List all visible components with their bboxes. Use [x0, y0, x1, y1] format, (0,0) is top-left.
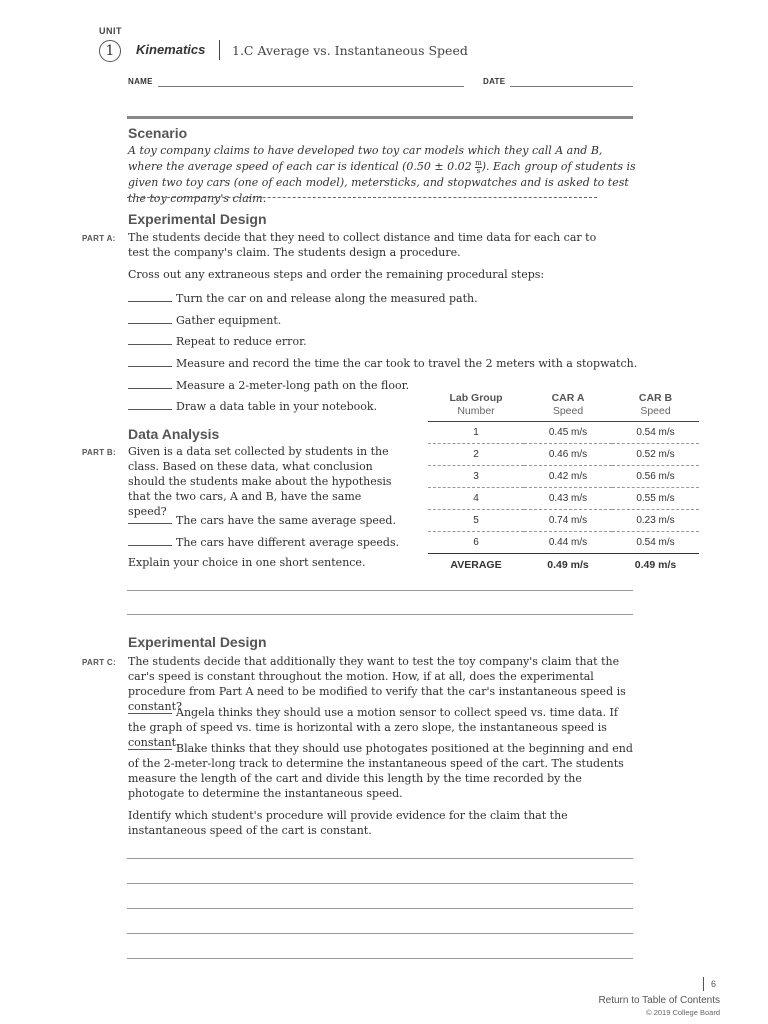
footer-divider: [703, 977, 704, 991]
step-order-blank[interactable]: [128, 366, 172, 367]
table-cell: 0.23 m/s: [612, 510, 699, 532]
column-header-line1: CAR B: [638, 392, 673, 404]
table-cell: 0.46 m/s: [524, 444, 612, 466]
step-item: [128, 332, 307, 348]
blake-check-blank[interactable]: [128, 749, 172, 750]
answer-line[interactable]: [127, 908, 633, 909]
column-header-line2: Number: [457, 405, 495, 417]
table-cell: 3: [428, 466, 524, 488]
answer-line[interactable]: [127, 933, 633, 934]
table-cell: 0.42 m/s: [524, 466, 612, 488]
speed-data-table: [428, 389, 699, 575]
step-item: [128, 289, 478, 305]
unit-subject: Kinematics: [136, 42, 206, 57]
part-a-instruction: Cross out any extraneous steps and order the remaining procedural steps:: [128, 268, 545, 281]
step-text: Measure and record the time the car took to travel the 2 meters with a stopwatch.: [176, 357, 638, 370]
dashed-divider: [127, 197, 597, 198]
table-cell: 0.54 m/s: [612, 532, 699, 554]
design-c-title: Experimental Design: [128, 634, 267, 650]
scenario-text-part-2: ). Each group of students is given two toy cars (one of each model), metersticks, and stopwatches and is asked to test the toy company's claim.: [128, 160, 636, 205]
step-order-blank[interactable]: [128, 301, 172, 302]
step-item: [128, 354, 637, 370]
angela-check-blank[interactable]: [128, 713, 172, 714]
step-item: [128, 311, 281, 327]
option-item: [128, 511, 396, 527]
table-cell: 0.54 m/s: [612, 422, 699, 444]
part-c-text: The students decide that additionally they want to test the toy company's claim that the car's speed is constant throughout the motion. How, if at all, does the experimental procedure from Part A need to be modified to verify that the car's instantaneous speed is constant?: [128, 655, 626, 713]
scenario-text-part-1: A toy company claims to have developed two toy car models which they call A and B, where the average speed of each car is identical (0.50 ± 0.02: [128, 144, 603, 173]
scenario-title: Scenario: [128, 125, 188, 141]
units-fraction: [475, 160, 482, 175]
identify-prompt: Identify which student's procedure will provide evidence for the claim that the instantaneous speed of the cart is constant.: [128, 809, 568, 837]
step-text: Turn the car on and release along the measured path.: [176, 292, 478, 305]
name-field[interactable]: [158, 86, 464, 87]
step-order-blank[interactable]: [128, 344, 172, 345]
table-row: [428, 466, 699, 488]
table-cell: 0.43 m/s: [524, 488, 612, 510]
answer-line[interactable]: [127, 958, 633, 959]
column-header-line1: Lab Group: [449, 392, 503, 404]
part-b-text: Given is a data set collected by students in the class. Based on these data, what conclusion should the students make about the hypothesis that the two cars, A and B, have the same speed?: [128, 445, 392, 518]
average-car-b: 0.49 m/s: [634, 558, 677, 571]
option-check-blank[interactable]: [128, 545, 172, 546]
option-text: The cars have the same average speed.: [176, 514, 396, 527]
blake-text: Blake thinks that they should use photogates positioned at the beginning and end of the 2-meter-long track to determine the instantaneous speed of the cart. The students measure the length of the cart and divide this length by the time recorded by the photogate to determine the instantaneous speed.: [128, 742, 633, 800]
column-header-line2: Speed: [552, 405, 584, 417]
name-label: NAME: [128, 77, 153, 86]
section-rule: [127, 116, 633, 119]
table-cell: 4: [428, 488, 524, 510]
table-header-row: [428, 389, 699, 422]
average-label: AVERAGE: [450, 558, 502, 571]
analysis-title: Data Analysis: [128, 426, 220, 442]
date-label: DATE: [483, 77, 506, 86]
lesson-title: 1.C Average vs. Instantaneous Speed: [232, 43, 468, 58]
unit-label: UNIT: [99, 26, 122, 36]
column-header-car-a: [524, 389, 612, 422]
table-cell: 0.44 m/s: [524, 532, 612, 554]
table-average-row: [428, 554, 699, 576]
answer-line[interactable]: [127, 614, 633, 615]
table-cell: 6: [428, 532, 524, 554]
step-item: [128, 376, 409, 392]
table-cell: 0.74 m/s: [524, 510, 612, 532]
table-cell: 0.56 m/s: [612, 466, 699, 488]
units-denominator: s: [476, 166, 481, 175]
part-c-label: PART C:: [82, 658, 116, 667]
part-a-text: The students decide that they need to collect distance and time data for each car to test the company's claim. The students design a procedure.: [128, 231, 597, 259]
date-field[interactable]: [510, 86, 633, 87]
step-text: Repeat to reduce error.: [176, 335, 307, 348]
blake-option: [128, 741, 633, 801]
step-order-blank[interactable]: [128, 409, 172, 410]
table-row: [428, 510, 699, 532]
step-order-blank[interactable]: [128, 323, 172, 324]
table-row: [428, 488, 699, 510]
column-header-line2: Speed: [640, 405, 671, 417]
table-row: [428, 422, 699, 444]
page-number: 6: [711, 979, 717, 989]
angela-text: Angela thinks they should use a motion sensor to collect speed vs. time data. If the graph of speed vs. time is horizontal with a zero slope, the instantaneous speed is constant.: [128, 706, 618, 749]
step-text: Measure a 2-meter-long path on the floor.: [176, 379, 410, 392]
table-cell: 1: [428, 422, 524, 444]
copyright: © 2019 College Board: [646, 1008, 720, 1017]
table-cell: 2: [428, 444, 524, 466]
answer-line[interactable]: [127, 883, 633, 884]
column-header-line1: CAR A: [551, 392, 585, 404]
units-numerator: m: [475, 158, 482, 167]
answer-line[interactable]: [127, 858, 633, 859]
table-row: [428, 532, 699, 554]
answer-line[interactable]: [127, 590, 633, 591]
step-text: Draw a data table in your notebook.: [176, 400, 378, 413]
average-car-a: 0.49 m/s: [547, 558, 589, 571]
part-a-label: PART A:: [82, 234, 116, 243]
table-cell: 0.52 m/s: [612, 444, 699, 466]
return-to-toc-link[interactable]: Return to Table of Contents: [598, 995, 720, 1006]
step-text: Gather equipment.: [176, 314, 282, 327]
table-cell: 0.55 m/s: [612, 488, 699, 510]
table-cell: 5: [428, 510, 524, 532]
option-item: [128, 533, 399, 549]
table-cell: 0.45 m/s: [524, 422, 612, 444]
table-row: [428, 444, 699, 466]
step-item: [128, 397, 377, 413]
part-b-label: PART B:: [82, 448, 116, 457]
unit-number-badge: 1: [99, 40, 121, 62]
explain-prompt: Explain your choice in one short sentence.: [128, 556, 366, 569]
column-header-car-b: [612, 389, 699, 422]
option-check-blank[interactable]: [128, 523, 172, 524]
column-header-lab-group: [428, 389, 524, 422]
step-order-blank[interactable]: [128, 388, 172, 389]
header-divider: [219, 40, 220, 60]
design-a-title: Experimental Design: [128, 211, 267, 227]
option-text: The cars have different average speeds.: [176, 536, 400, 549]
